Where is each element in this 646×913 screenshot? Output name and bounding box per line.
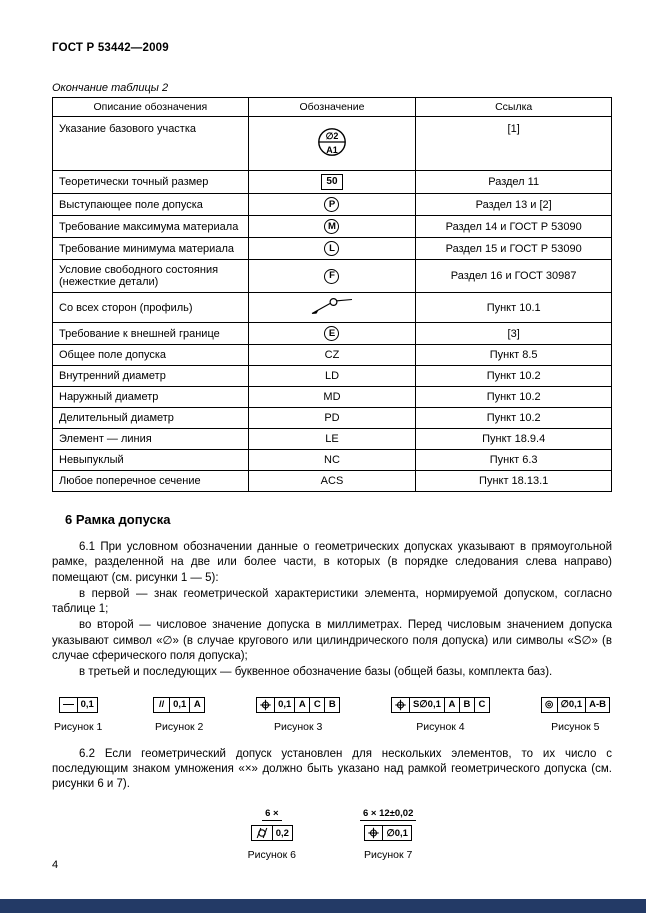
table-row [53,171,612,194]
tolerance-value: 0,1 [77,698,97,712]
standard-designation: ГОСТ Р 53442—2009 [52,42,169,54]
multiplier-label: 6 × [262,808,281,821]
row-reference: Раздел 14 и ГОСТ Р 53090 [416,216,612,238]
row-reference: Пункт 8.5 [416,345,612,366]
datum-letter: B [324,698,339,712]
page-number: 4 [52,859,59,871]
datum-letter: A [444,698,459,712]
multiplier-label: 6 × 12±0,02 [360,808,416,821]
figure-4 [391,697,490,733]
table-header-row [53,98,612,117]
symbol-code: MD [248,387,416,408]
tolerance-frame [541,697,610,713]
figures-row-1-5 [54,697,610,733]
figure-3 [256,697,340,733]
table-row [53,471,612,492]
paragraph-6-1: 6.1 При условном обозначении данные о геометрических допусках указывают в прямоугольной рамке, разделенной на две или более части, в которых (в порядке следования слева направо) помещают (см. рисунки 1 — 5): [52,541,612,584]
figure-caption: Рисунок 4 [416,720,465,733]
figure-caption: Рисунок 2 [155,720,204,733]
tolerance-frame [153,697,205,713]
datum-letter: A [294,698,309,712]
row-description: Со всех сторон (профиль) [53,293,249,323]
table-row [53,408,612,429]
base-area-bottom-label: A1 [326,145,338,155]
figures-row-6-7 [52,808,612,861]
all-around-symbol [309,296,355,316]
figure-caption: Рисунок 3 [274,720,323,733]
tolerance-value: 0,1 [169,698,189,712]
base-area-top-label: ∅2 [325,131,339,141]
position-icon [257,698,274,712]
figure-caption: Рисунок 6 [247,849,296,862]
parallelism-icon: // [158,698,165,710]
row-reference: Раздел 11 [416,171,612,194]
table-row [53,293,612,323]
table-row [53,387,612,408]
figure-caption: Рисунок 1 [54,720,103,733]
circled-L-icon: L [324,241,339,256]
row-reference: [3] [416,323,612,345]
page-content [52,0,612,861]
col-header-reference: Ссылка [416,98,612,117]
tolerance-value: S∅0,1 [409,698,444,712]
symbol-code: PD [248,408,416,429]
col-header-description: Описание обозначения [53,98,249,117]
row-reference: Пункт 10.2 [416,387,612,408]
paragraph-6-1-item-3: в третьей и последующих — буквенное обозначение базы (общей базы, комплекта баз). [79,666,553,679]
boxed-dimension-icon: 50 [321,174,342,190]
row-reference: Пункт 18.13.1 [416,471,612,492]
symbol-code: NC [248,450,416,471]
tolerance-frame [364,825,411,841]
circled-M-icon: M [324,219,339,234]
tolerance-frame [251,825,293,841]
circled-F-icon: F [324,269,339,284]
base-area-icon [248,117,416,171]
table-row [53,429,612,450]
table-row [53,194,612,216]
tolerance-value: 0,2 [272,826,292,840]
position-icon [365,826,382,840]
section-heading: 6 Рамка допуска [65,512,171,527]
row-reference: [1] [416,117,612,171]
row-description: Общее поле допуска [53,345,249,366]
row-reference: Раздел 15 и ГОСТ Р 53090 [416,238,612,260]
figure-caption: Рисунок 7 [364,849,413,862]
symbols-table [52,97,612,492]
row-description: Невыпуклый [53,450,249,471]
row-reference: Пункт 10.2 [416,408,612,429]
circled-E-icon: E [324,326,339,341]
circled-P-icon: P [324,197,339,212]
paragraph-6-1-item-2: во второй — числовое значение допуска в миллиметрах. Перед числовым значением допуска указывают символ «∅» (в случае кругового или цилиндрического поля допуска) или символы «S∅» (в случае сферического поля допуска); [52,619,612,662]
row-reference: Пункт 10.2 [416,366,612,387]
figure-caption: Рисунок 5 [551,720,600,733]
table-row [53,450,612,471]
straightness-icon [60,698,77,712]
table-row [53,238,612,260]
row-description: Внутренний диаметр [53,366,249,387]
tolerance-value: ∅0,1 [557,698,585,712]
position-icon [392,698,409,712]
row-description: Наружный диаметр [53,387,249,408]
concentricity-icon: ◎ [544,698,554,710]
base-area-symbol [316,126,348,158]
table-row [53,345,612,366]
tolerance-frame [391,697,490,713]
row-reference: Раздел 13 и [2] [416,194,612,216]
footer-bar [0,899,646,913]
row-reference: Пункт 10.1 [416,293,612,323]
row-description: Элемент — линия [53,429,249,450]
datum-letter: A-B [585,698,609,712]
row-description: Указание базового участка [53,117,249,171]
row-description: Требование минимума материала [53,238,249,260]
cylindricity-icon [252,826,272,840]
symbol-code: LE [248,429,416,450]
datum-letter: C [474,698,489,712]
symbol-code: LD [248,366,416,387]
row-description: Требование к внешней границе [53,323,249,345]
figure-2 [153,697,205,733]
row-description: Любое поперечное сечение [53,471,249,492]
datum-letter: C [309,698,324,712]
figure-6 [248,808,296,861]
row-description: Делительный диаметр [53,408,249,429]
row-description: Выступающее поле допуска [53,194,249,216]
paragraph-6-1-item-1: в первой — знак геометрической характеристики элемента, нормируемой допуском, согласно таблице 1; [52,587,612,616]
row-description: Требование максимума материала [53,216,249,238]
datum-letter: B [459,698,474,712]
tolerance-value: 0,1 [274,698,294,712]
figure-7 [360,808,416,861]
tolerance-frame [59,697,98,713]
row-description: Теоретически точный размер [53,171,249,194]
tolerance-value: ∅0,1 [382,826,410,840]
table-row [53,260,612,293]
row-reference: Пункт 18.9.4 [416,429,612,450]
table-row [53,366,612,387]
table-row [53,117,612,171]
symbol-code: ACS [248,471,416,492]
paragraph-6-2: 6.2 Если геометрический допуск установлен для нескольких элементов, то их число с последующим знаком умножения «×» должно быть указано над рамкой геометрического допуска (см. рисунки 6 и 7). [52,747,612,791]
row-description: Условие свободного состояния (нежесткие детали) [53,260,249,293]
table-row [53,216,612,238]
table-caption: Окончание таблицы 2 [52,82,169,94]
table-row [53,323,612,345]
all-around-icon [248,293,416,323]
datum-letter: A [189,698,204,712]
figure-5 [541,697,610,733]
symbol-code: CZ [248,345,416,366]
row-reference: Пункт 6.3 [416,450,612,471]
col-header-symbol: Обозначение [248,98,416,117]
tolerance-frame [256,697,340,713]
figure-1 [54,697,102,733]
row-reference: Раздел 16 и ГОСТ 30987 [416,260,612,293]
